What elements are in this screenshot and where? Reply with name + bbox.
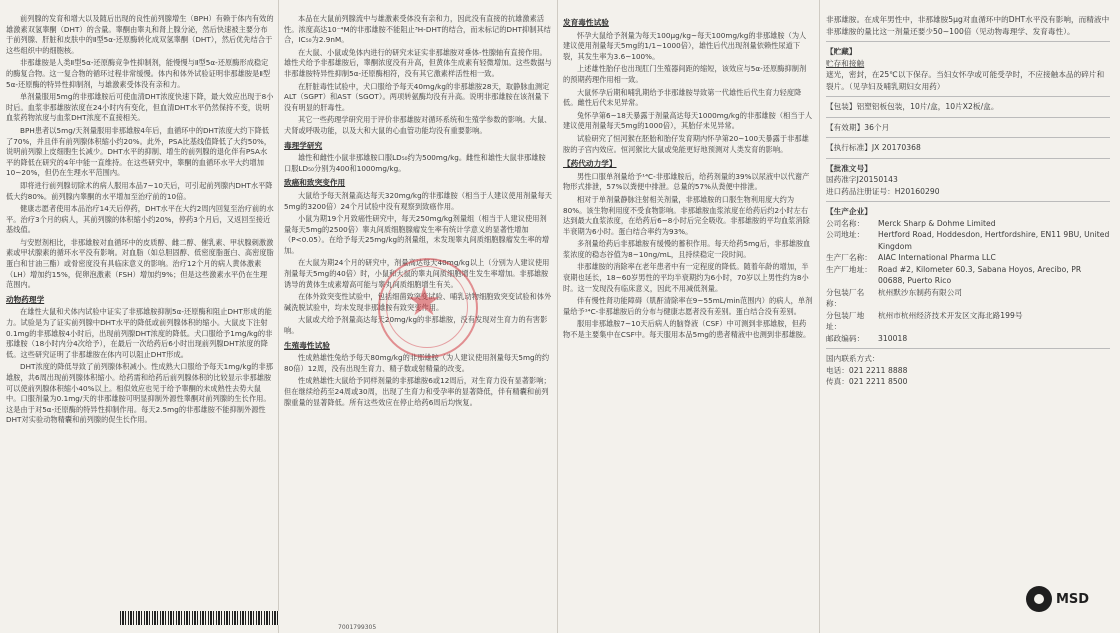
- divider: [826, 348, 1110, 349]
- barcode-number: 7001799305: [338, 624, 377, 631]
- paragraph: 在大鼠为期24个月的研究中，剂量高达每天40mg/kg以上（分别为人建议使用剂量每天5mg的40倍）时，小鼠和大鼠的睾丸间质细胞增生发生率增加。非那雄胺诱导的黄体生成素增高可能与睾丸间质细胞增生有关。: [284, 258, 550, 289]
- company-row-value: Hertford Road, Hoddesdon, Hertfordshire, EN11 9BU, United Kingdom: [878, 230, 1110, 251]
- validity-text: 【有效期】36个月: [826, 122, 890, 132]
- paragraph: 性成熟雄性兔给予每天80mg/kg的非那雄胺（为人建议使用剂量每天5mg的约80倍）12周，没有出现生育力、精子数或射精量的改变。: [284, 353, 550, 373]
- company-row-value: Merck Sharp & Dohme Limited: [878, 218, 996, 228]
- company-row: [826, 229, 1110, 252]
- standard-text: 【执行标准】JX 20170368: [826, 143, 921, 152]
- section-heading: 致癌和致突变作用: [284, 178, 346, 188]
- company-row: [826, 310, 1110, 333]
- divider: [826, 41, 1110, 42]
- star-icon: ★: [406, 279, 442, 325]
- paragraph: 大鼠怀孕后期和哺乳期给予非那雄胺导致第一代雄性后代生育力轻度降低。雌性后代未见异常。: [563, 87, 802, 108]
- company-row-value: AIAC International Pharma LLC: [878, 253, 996, 262]
- paragraph: 上述雄性胎仔也出现肛门生殖器间距的缩短，该效应与5α-还原酶抑制剂的预期药理作用相一致。: [563, 64, 807, 84]
- paragraph: 与安慰剂相比，非那雄胺对血循环中的皮质醇、雌二醇、催乳素、甲状腺刺激激素或甲状腺素的循环水平没有影响。对血脂（如总胆固醇、低密度脂蛋白、高密度脂蛋白和甘油三酯）或骨密度没有具临床意义的影响。治疗12个月的病人黄体激素（LH）增加约15%，促卵泡激素（FSH）增加约9%；但是这些激素水平仍在生理范围内。: [6, 237, 274, 290]
- paragraph: 单剂量服用5mg的非那雄胺后可使血清DHT浓度快速下降，最大效应出现于8小时后。血浆非那雄胺浓度在24小时内有变化，但血清DHT水平仍然保持不变，说明血浆药物浓度与血浆DHT浓度不直接相关。: [6, 92, 274, 123]
- storage-heading: 【贮藏】: [826, 47, 857, 56]
- fold-line: [278, 0, 279, 633]
- approval-heading: 【批准文号】: [826, 163, 872, 173]
- contact-phone: 电话：021 2211 8888: [826, 365, 908, 375]
- paragraph: 男性口服单剂量给予¹⁴C-非那雄胺后，给药剂量的39%以尿液中以代谢产物形式排泄，57%以粪便中排泄。总量的57%从粪便中排泄。: [563, 171, 810, 192]
- company-row-value: Road #2, Kilometer 60.3, Sabana Hoyos, Arecibo, PR 00688, Puerto Rico: [878, 264, 1082, 285]
- section-heading: 毒理学研究: [284, 140, 323, 150]
- company-row-key: 生产厂地址：: [826, 264, 872, 274]
- paragraph: 雄性和雌性小鼠非那雄胺口服LD₅₀约为500mg/kg。雌性和雄性大鼠非那雄胺口服LD₅₀分别为400和1000mg/kg。: [284, 153, 546, 173]
- contact-fax: 传真：021 2211 8500: [826, 377, 908, 386]
- divider: [826, 117, 1110, 118]
- paragraph: 怀孕大鼠给予剂量为每天100μg/kg~每天100mg/kg的非那雄胺（为人建议使用剂量每天5mg的1/1~1000倍），雄性后代出现剂量依赖性尿道下裂，其发生率为3.6~100%。: [563, 30, 807, 61]
- column-4: [826, 14, 1110, 554]
- section-heading: 生殖毒性试验: [284, 340, 330, 350]
- paragraph: 即将进行前列腺切除术的病人服用本品7~10天后，可引起前列腺内DHT水平降低大约80%。前列腺内睾酮的水平增加至治疗前的10倍。: [6, 180, 273, 201]
- paragraph: 非那雄胺的消除率在老年患者中有一定程度的降低。随着年龄的增加，半衰期也延长，18~60岁男性的平均半衰期约为6小时，70岁以上男性约为8小时。这一发现没有临床意义，因此不用减低剂量。: [563, 262, 809, 293]
- packaging-text: 【包装】铝塑铝板包装，10片/盒，10片X2板/盒。: [826, 102, 999, 111]
- paragraph: DHT浓度的降低导致了前列腺体积减小。性成熟大口服给予每天1mg/kg的非那雄胺，共6周出现前列腺体积缩小。给药需和给药后前列腺体积的比较显示非那雄胺可以使前列腺体积缩小40%以上。相似效应也见于给予睾酮的未成熟性去势大鼠中。口服剂量为0.1mg/天的非那雄胺可明显抑制外源性睾酮对前列腺的生长作用。这是由于对5α-还原酶的特异性抑制作用。每天2.5mg的非那雄胺不能抑制外源性DHT对实验动物精囊和前列腺的促生长作用。: [6, 362, 273, 425]
- paragraph: 服用非那雄胺7~10天后病人的脑脊液（CSF）中可测到非那雄胺，但药物不是主要集中在CSF中。每天服用本品5mg的患者精液中也测到非那雄胺。: [563, 319, 811, 340]
- paragraph: 本品在大鼠前列腺流中与雄激素受体没有亲和力，因此没有直接的抗雄激素活性。浓度高达10⁻⁴M的非那雄胺不能阻止³H-DHT的结合，而未标记的DHT抑制其结合，IC₅₀为2.9nM。: [284, 14, 551, 45]
- producer-heading: 【生产企业】: [826, 207, 872, 216]
- company-row: [826, 264, 1110, 287]
- company-row-key: 公司名称：: [826, 218, 865, 228]
- paragraph: 小鼠为期19个月致癌性研究中，每天250mg/kg剂量组（相当于人建议使用剂量每天5mg的2500倍）睾丸间质细胞腺瘤发生率有统计学意义的显著性增加（P<0.05）。在给予每天25mg/kg的剂量组，未发现睾丸间质细胞腺瘤发生率的增加。: [284, 214, 550, 255]
- divider: [826, 158, 1110, 159]
- divider: [826, 201, 1110, 202]
- paragraph: BPH患者以5mg/天剂量服用非那雄胺4年后，血循环中的DHT浓度大约下降低了70%，并且伴有前列腺体积缩小约20%。此外，PSA比基线值降低了大约50%，说明前列腺上皮细胞生长减少。DHT水平的抑制、增生的前列腺的退化伴有PSA水平的降低在研究的4年中能一直维持。在这些研究中，睾酮的血循环水平大约增加10~20%，但仍在生理水平范围内。: [6, 125, 272, 178]
- intro-text: 非那雄胺。在成年男性中，非那雄胺5μg对血循环中的DHT水平没有影响，而精液中非那雄胺的量比这一剂量还要少50~100倍（见动物毒理学、发育毒性）。: [826, 15, 1110, 36]
- section-heading: 发育毒性试验: [563, 18, 609, 27]
- msd-logo-text: MSD: [1056, 591, 1090, 607]
- column-1: [6, 14, 274, 604]
- paragraph: 试验研究了恒河猴在胚胎和胎仔发育期内怀孕第20~100天暴露于非那雄胺的子宫内效应。恒河猴比大鼠或兔能更好地预测对人类发育的影响。: [563, 133, 809, 154]
- paragraph: 多剂量给药后非那雄胺有缓慢的蓄积作用。每天给药5mg后，非那雄胺血浆浓度的稳态谷值为8~10ng/mL，且持续稳定一段时间。: [563, 239, 811, 259]
- column-3: [563, 14, 813, 626]
- storage-subheading: 贮存和接触: [826, 58, 865, 68]
- paragraph: 在雄性大鼠和犬体内试验中证实了非那雄胺抑制5α-还原酶和阻止DHT形成的能力。试验是为了证实前列腺中DHT水平的降低或前列腺体积的缩小。大鼠皮下注射0.1mg的非那雄胺4小时后，出现前列腺DHT浓度的降低。犬口服给予1mg/kg的非那雄胺（18小时内分4次给予），在最后一次给药后6小时出现前列腺DHT浓度的降低。这些研究证明了非那雄胺在体内可以阻止DHT形成。: [6, 307, 273, 359]
- company-row-key: 分包装厂地址：: [826, 310, 865, 331]
- paragraph: 在肝脏毒性试验中，犬口服给予每天40mg/kg的非那雄胺28天，取静脉血测定ALT（SGPT）和AST（SGOT）。两项转氨酶均没有升高。说明非那雄胺在该剂量下没有明显的肝毒性。: [284, 81, 550, 112]
- company-row: [826, 218, 1110, 230]
- divider: [826, 137, 1110, 138]
- company-row: [826, 287, 1110, 310]
- paragraph: 在大鼠、小鼠或兔体内进行的研究未证实非那雄胺对垂体-性腺轴有直接作用。雄性犬给予非那雄胺后，睾酮浓度没有升高，但黄体生成素有轻微增加。这些数据与非那雄胺特异性抑制5α-还原酶相符，没有其它激素样活性相一致。: [284, 47, 552, 78]
- paragraph: 伴有慢性肾功能障碍（肌酐清除率在9~55mL/min范围内）的病人，单剂量给予¹⁴C-非那雄胺后的分布与健康志愿者没有差别。蛋白结合没有差别。: [563, 296, 813, 316]
- company-row-key: 生产厂名称：: [826, 253, 872, 262]
- storage-text: 遮光，密封，在25℃以下保存。当妇女怀孕或可能受孕时，不应接触本品的碎片和裂片。（见孕妇及哺乳期妇女用药）: [826, 70, 1105, 91]
- paragraph: 健康志愿者使用本品治疗14天后停药，DHT水平在大约2周内回复至治疗前的水平。治疗3个月的病人，其前列腺的体积缩小约20%，停药3个月后，又返回至接近基线值。: [6, 204, 274, 235]
- barcode: [120, 611, 280, 625]
- paragraph: 大鼠或犬给予剂量高达每天20mg/kg的非那雄胺，没有发现对生育力的有害影响。: [284, 315, 548, 336]
- company-row-value: 杭州默沙东制药有限公司: [878, 287, 963, 297]
- contact-heading: 国内联系方式：: [826, 354, 880, 363]
- company-row-value: 杭州市杭州经济技术开发区文海北路199号: [878, 310, 1023, 320]
- approval-line: 国药准字J20150143: [826, 175, 898, 184]
- paragraph: 大鼠给予每天剂量高达每天320mg/kg的非那雄胺（相当于人建议使用剂量每天5mg的3200倍）24个月试验中没有观察到致癌作用。: [284, 190, 552, 211]
- company-row: [826, 333, 1110, 345]
- company-row-value: 310018: [878, 333, 908, 343]
- paragraph: 在体外致突变性试验中，包括细菌致突变试验、哺乳动物细胞致突变试验和体外碱洗脱试验中，均未发现非那雄胺有致突变作用。: [284, 292, 552, 312]
- msd-logo-icon: [1026, 586, 1052, 612]
- red-seal-stamp: [378, 258, 478, 358]
- paragraph: 性成熟雄性大鼠给予同样剂量的非那雄胺6或12周后，对生育力没有显著影响；但在继续给药至24周或30周，出现了生育力和受孕率的显著降低，伴有精囊和前列腺重量的显著降低。所有这些效应在停止给药6周后均恢复。: [284, 376, 551, 407]
- paragraph: 其它一些药理学研究用于评价非那雄胺对循环系统和生殖学参数的影响。大鼠、犬肾或呼吸功能，以及大和大鼠的心血管功能均没有重要影响。: [284, 115, 552, 135]
- section-heading: 动物药理学: [6, 294, 45, 304]
- fold-line: [557, 0, 558, 633]
- section-heading: 【药代动力学】: [563, 159, 617, 169]
- paragraph: 相对于单剂量静脉注射相关剂量，非那雄胺的口服生物利用度大约为80%。该生物利用度不受食物影响。非那雄胺血浆浓度在给药后约2小时左右达到最大血浆浓度，在给药后6~8小时后完全吸收。非那雄胺的平均血浆消除半衰期为6小时。蛋白结合率约为93%。: [563, 194, 810, 236]
- fold-line: [819, 0, 820, 633]
- company-row-key: 公司地址：: [826, 230, 865, 239]
- company-row-key: 邮政编码：: [826, 333, 865, 343]
- company-row-key: 分包装厂名称：: [826, 287, 865, 308]
- company-row: [826, 252, 1110, 264]
- paragraph: 前列腺的发育和增大以及随后出现的良性前列腺增生（BPH）有赖于体内有效的雄激素双氢睾酮（DHT）的含量。睾酮由睾丸和肾上腺分泌，然后快速被主要分布于前列腺、肝脏和皮肤中的Ⅱ型5α-还原酶转化成双氢睾酮（DHT），然后优先结合于这些组织中的细胞核。: [6, 14, 274, 55]
- paragraph: 兔怀孕第6~18天暴露于剂量高达每天1000mg/kg的非那雄胺（相当于人建议使用剂量每天5mg的1000倍），其胎仔未见异常。: [563, 110, 813, 131]
- divider: [826, 96, 1110, 97]
- msd-logo: [1026, 586, 1089, 612]
- approval-line: 进口药品注册证号：H20160290: [826, 186, 940, 196]
- paragraph: 非那雄胺是人类Ⅱ型5α-还原酶竞争性抑制剂，能慢慢与Ⅱ型5α-还原酶形成稳定的酶复合物。这一复合物的循环过程非常缓慢。体内和体外试验证明非那雄胺是Ⅱ型5α-还原酶的特异性抑制剂，与雄激素受体没有亲和力。: [6, 58, 271, 89]
